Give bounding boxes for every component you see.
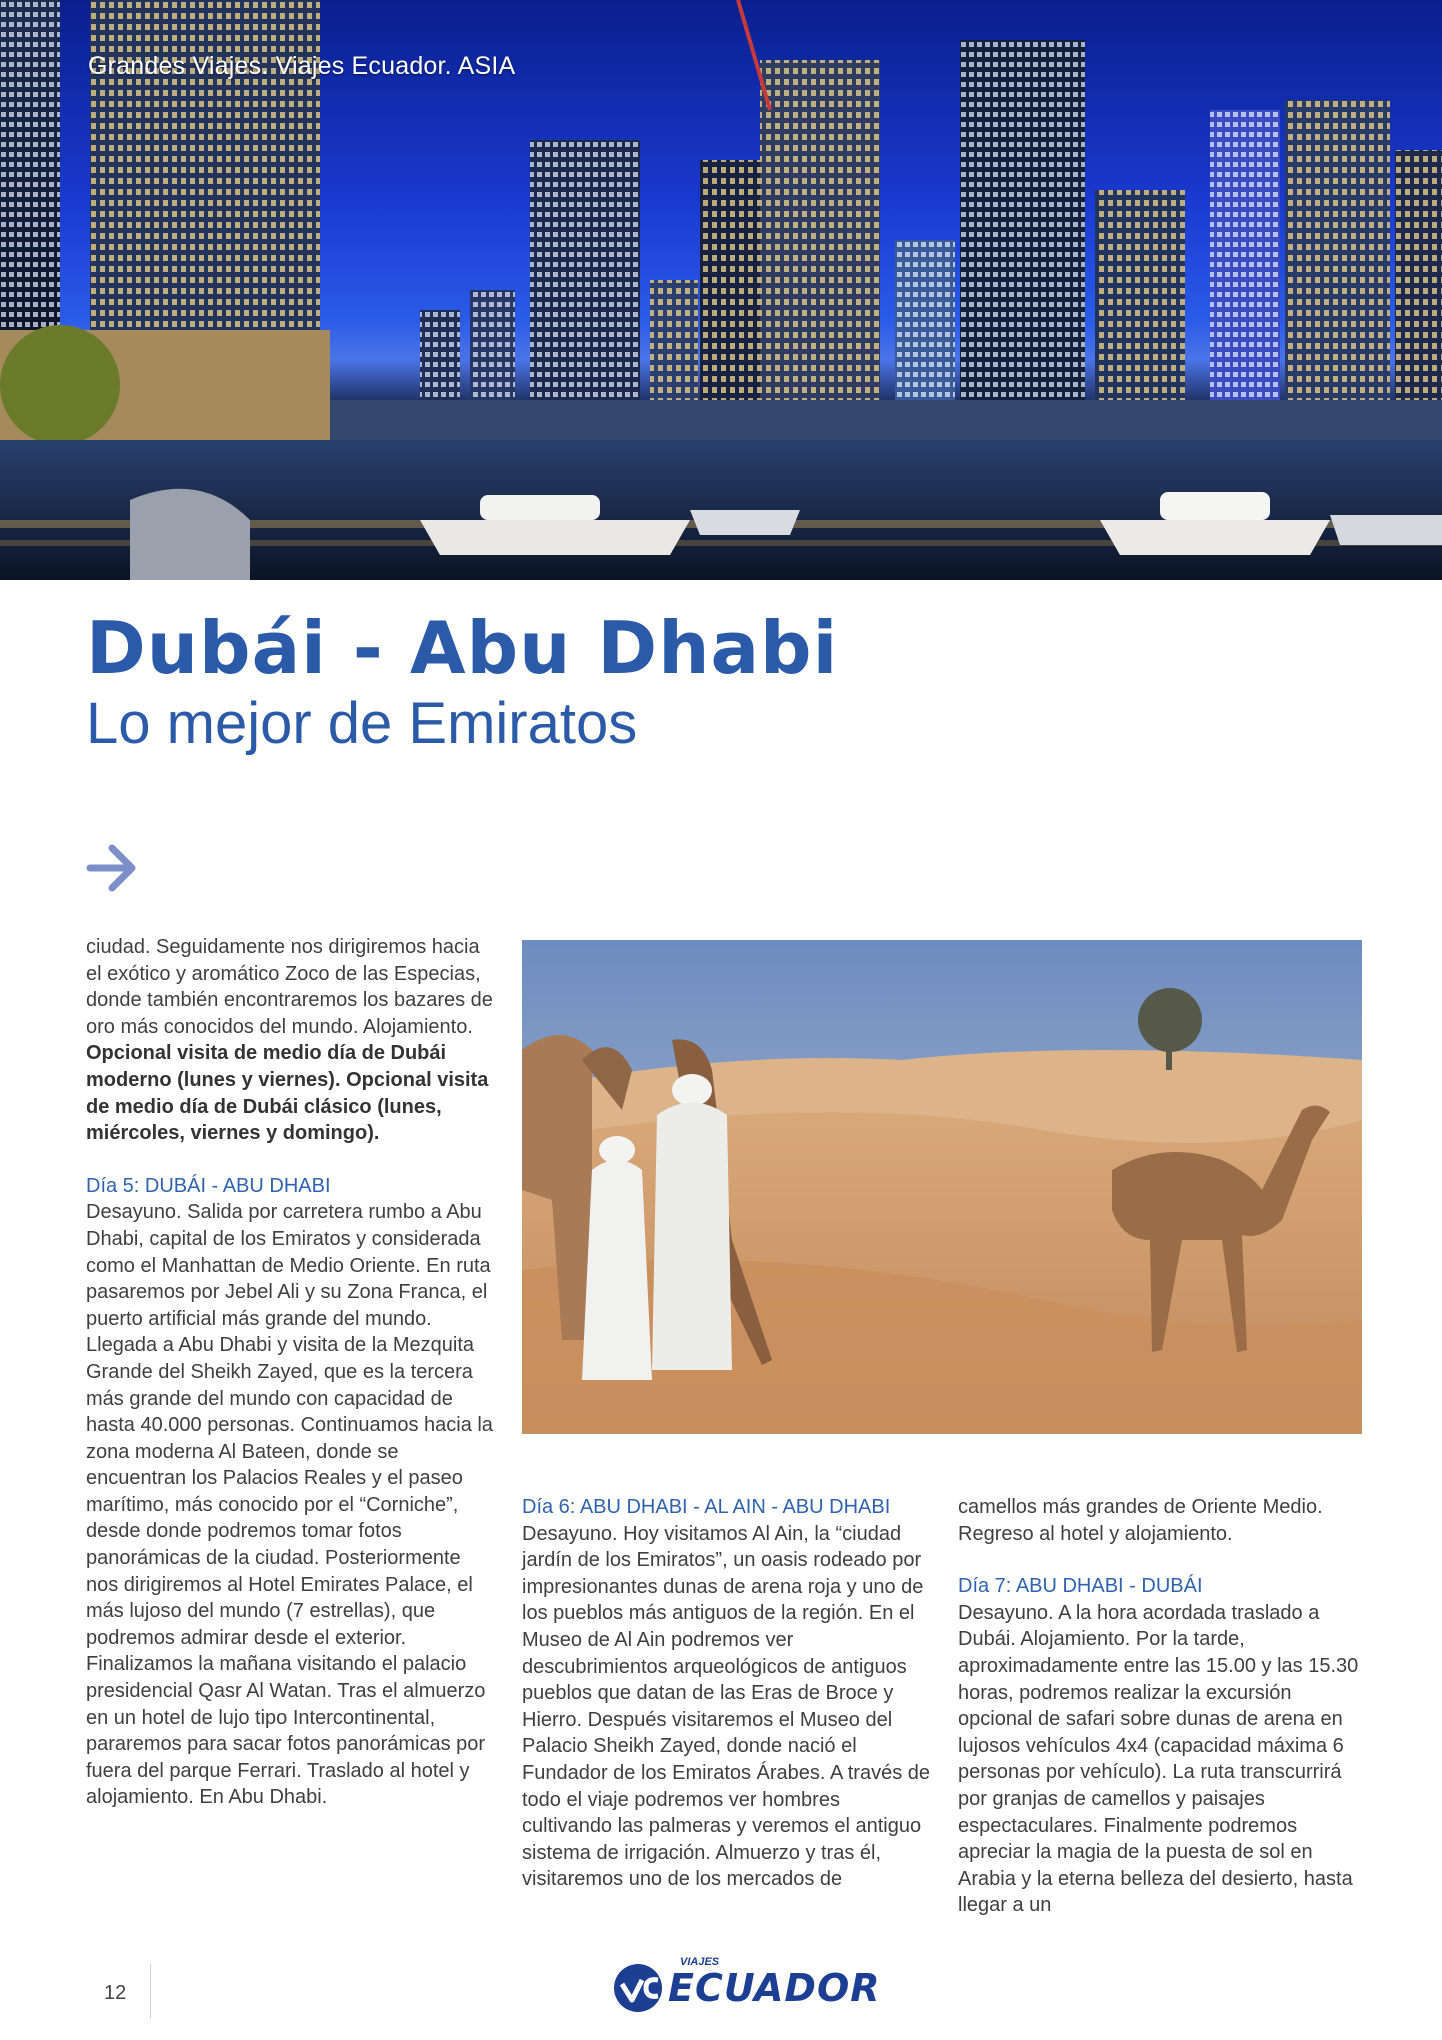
page-number: 12 xyxy=(104,1982,127,2004)
day5-text: Desayuno. Salida por carretera rumbo a Abu Dhabi, capital de los Emiratos y considerada como el Manhattan de Medio Oriente. En ruta pasaremos por Jebel Ali y su Zona Franca, el puerto artificial más grande del mundo. Llegada a Abu Dhabi y visita de la Mezquita Grande del Sheikh Zayed, que es la tercera más grande del mundo con capacidad de hasta 40.000 personas. Continuamos hacia la zona moderna Al Bateen, donde se encuentran los Palacios Reales y el paseo marítimo, más conocido por el “Corniche”, desde donde podremos tomar fotos panorámicas de la ciudad. Posteriormente nos dirigiremos al Hotel Emirates Palace, el más lujoso del mundo (7 estrellas), que podremos admirar desde el exterior. Finalizamos la mañana visitando el palacio presidencial Qasr Al Watan. Tras el almuerzo en un hotel de lujo tipo Intercontinental, pararemos para sacar fotos panorámicas por fuera del parque Ferrari. Traslado al hotel y alojamiento. En Abu Dhabi. xyxy=(86,1201,493,1809)
arrow-right-icon xyxy=(84,840,142,896)
desert-camels-photo xyxy=(522,940,1362,1434)
day6-text: Desayuno. Hoy visitamos Al Ain, la “ciudad jardín de los Emiratos”, un oasis rodeado por impresionantes dunas de arena roja y uno de los pueblos más antiguos de la región. En el Museo de Al Ain podremos ver descubrimientos arqueológicos de antiguos pueblos que datan de las Eras de Broce y Hierro. Después visitaremos el Museo del Palacio Sheikh Zayed, donde nació el Fundador de los Emiratos Árabes. A través de todo el viaje podremos ver hombres cultivando las palmeras y veremos el antiguo sistema de irrigación. Almuerzo y tras él, visitaremos uno de los mercados de xyxy=(522,1522,930,1891)
text-column-3 xyxy=(958,1494,1368,1919)
page-title: Dubái - Abu Dhabi xyxy=(86,606,839,690)
hero-image-dubai-marina xyxy=(0,0,1442,580)
logo-name: ECUADOR xyxy=(668,1966,881,2010)
intro-text: ciudad. Seguidamente nos dirigiremos hacia el exótico y aromático Zoco de las Especias, donde también encontraremos los bazares de oro más conocidos del mundo. Alojamiento. xyxy=(86,936,493,1038)
breadcrumb: Grandes Viajes. Viajes Ecuador. ASIA xyxy=(88,52,516,80)
day7-text: Desayuno. A la hora acordada traslado a Dubái. Alojamiento. Por la tarde, aproximadamente entre las 15.00 y las 15.30 horas, podremos realizar la excursión opcional de safari sobre dunas de arena en lujosos vehículos 4x4 (capacidad máxima 6 personas por vehículo). La ruta transcurrirá por granjas de camellos y paisajes espectaculares. Finalmente podremos apreciar la magia de la puesta de sol en Arabia y la eterna belleza del desierto, hasta llegar a un xyxy=(958,1601,1359,1917)
text-column-1 xyxy=(86,934,496,1811)
intro-paragraph xyxy=(86,934,496,1147)
day6-continuation: camellos más grandes de Oriente Medio. Regreso al hotel y alojamiento. xyxy=(958,1496,1323,1545)
day6-heading: Día 6: ABU DHABI - AL AIN - ABU DHABI xyxy=(522,1496,891,1518)
text-column-2 xyxy=(522,1494,932,1893)
day7-heading: Día 7: ABU DHABI - DUBÁI xyxy=(958,1575,1203,1598)
desert-illustration xyxy=(522,940,1362,1434)
skyline-illustration xyxy=(0,0,1442,580)
footer-divider xyxy=(150,1964,151,2018)
intro-bold-text: Opcional visita de medio día de Dubái moderno (lunes y viernes). Opcional visita de medio día de Dubái clásico (lunes, miércoles, viernes y domingo). xyxy=(86,1042,489,1145)
page-subtitle: Lo mejor de Emiratos xyxy=(86,691,638,756)
logo-tagline: VIAJES xyxy=(680,1956,720,1968)
day5-heading: Día 5: DUBÁI - ABU DHABI xyxy=(86,1174,331,1197)
